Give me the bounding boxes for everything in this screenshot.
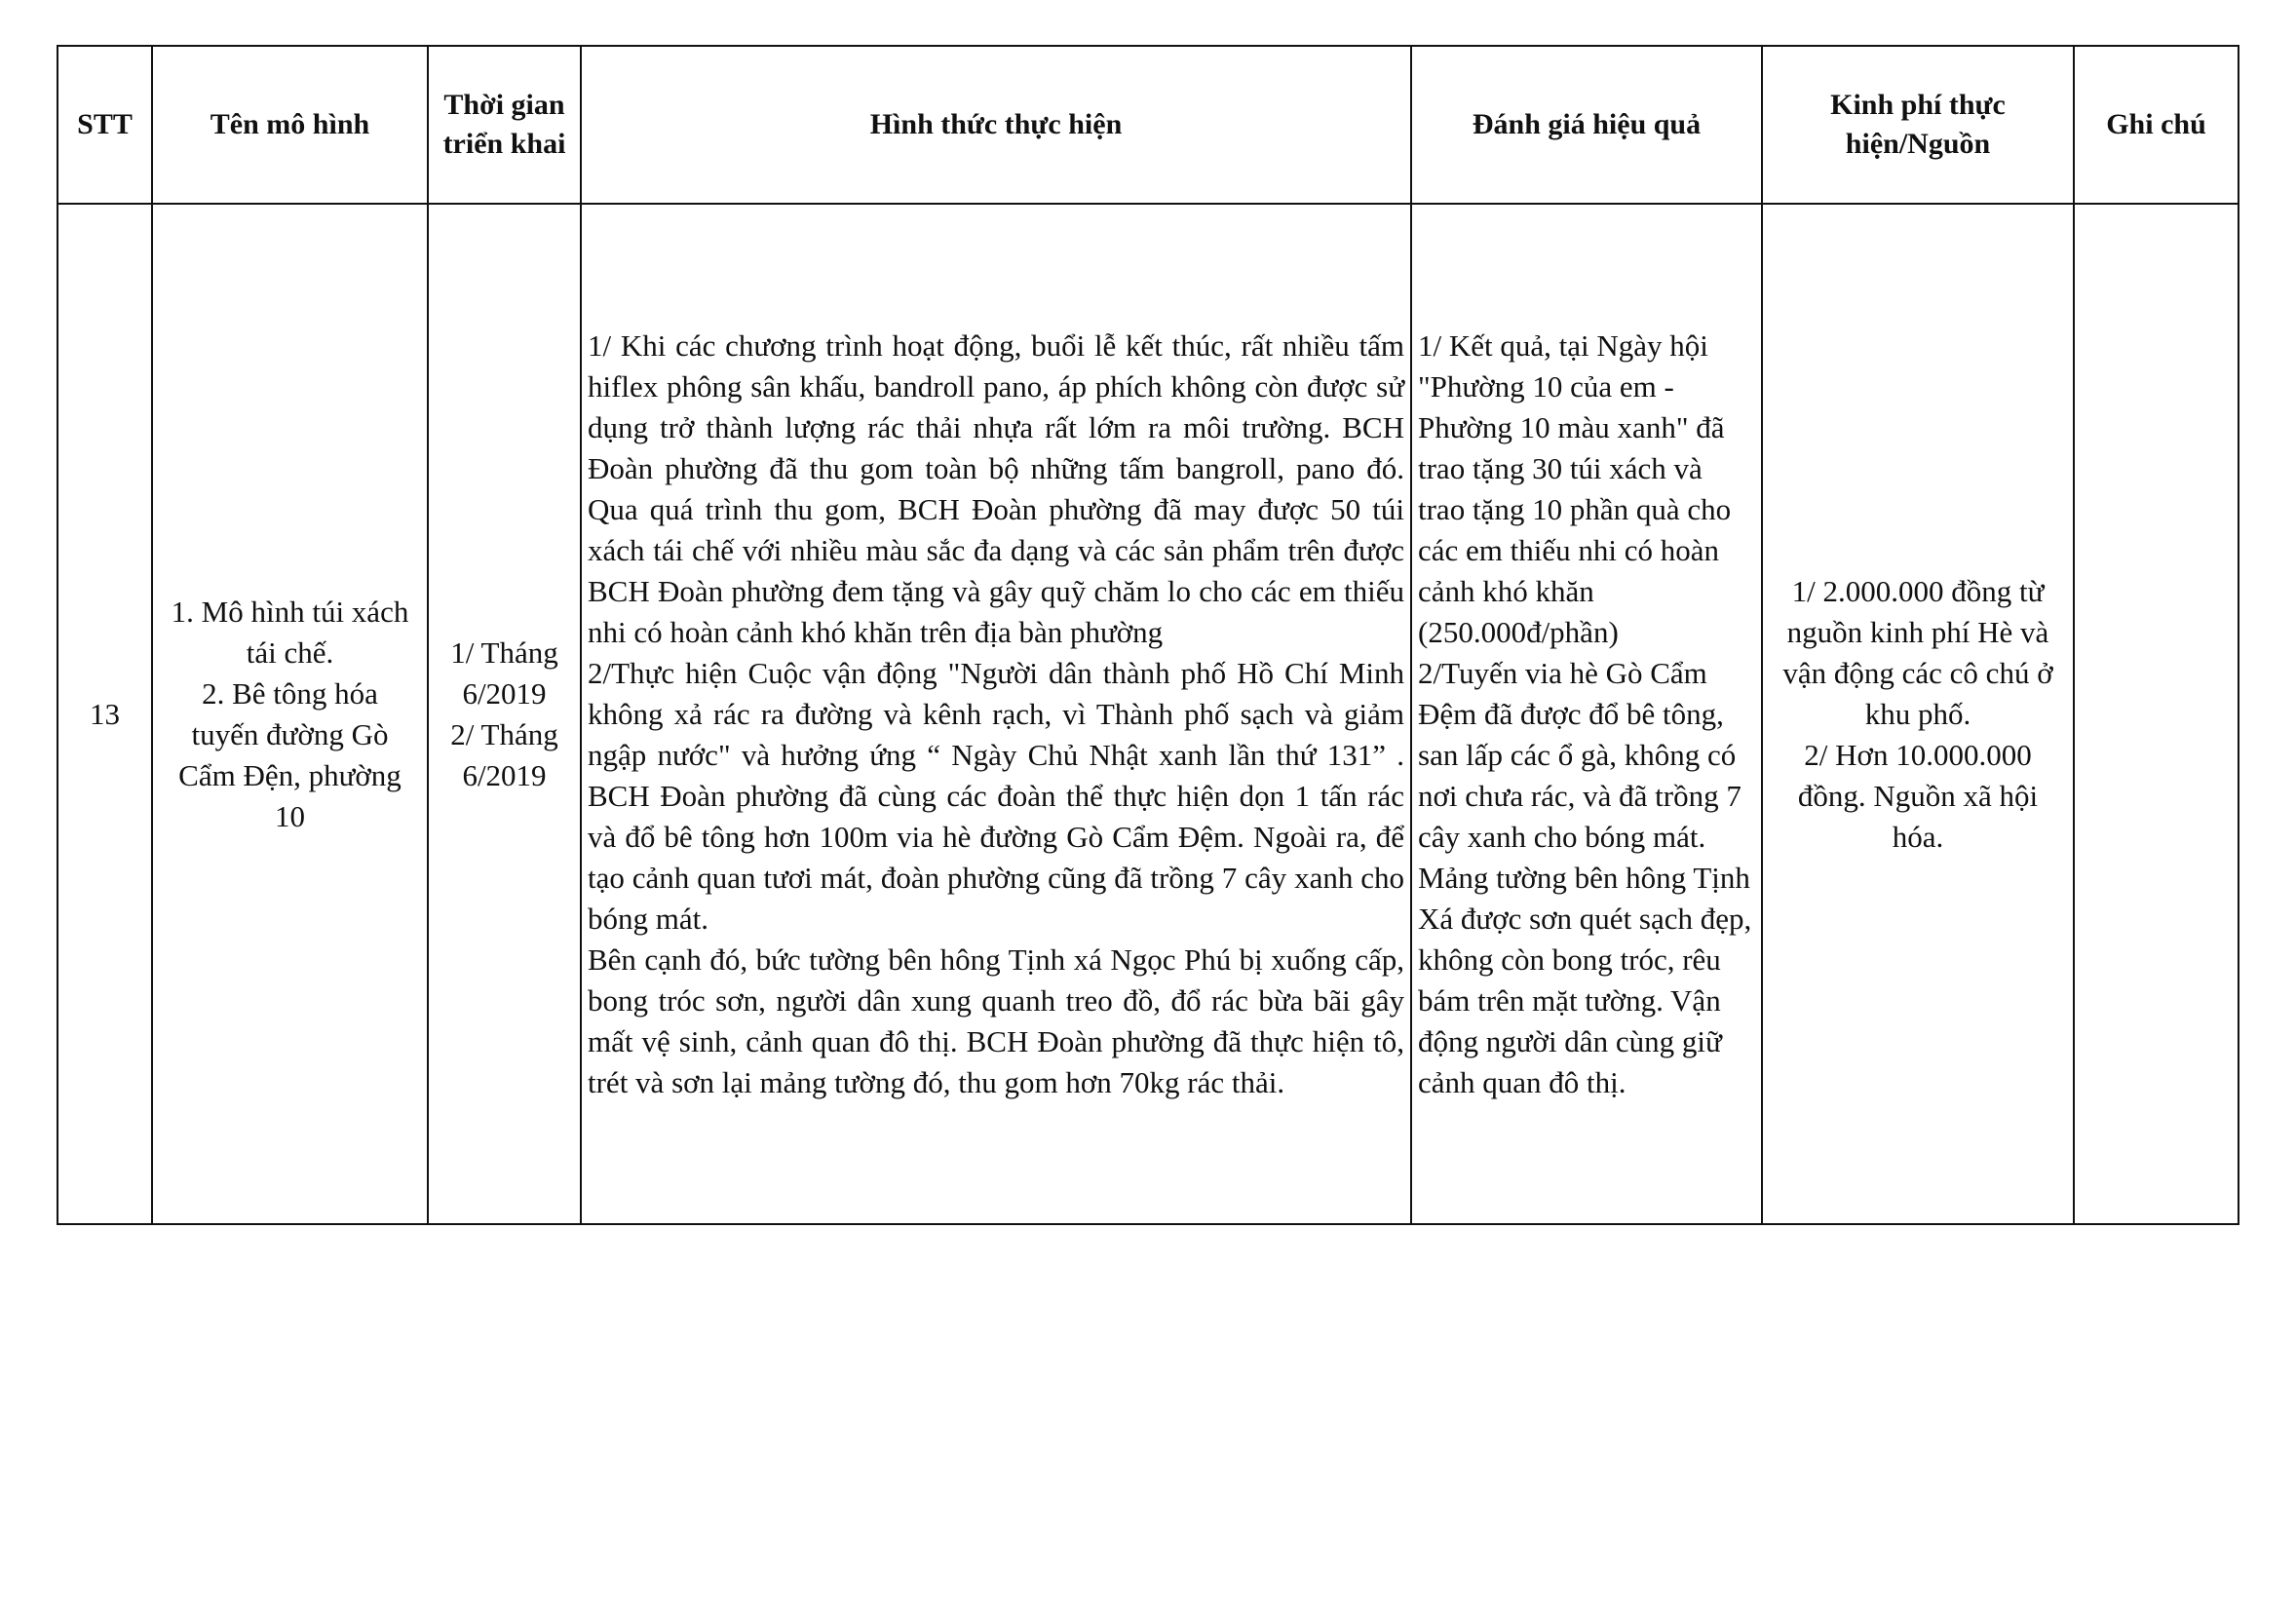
header-note: Ghi chú [2074,46,2239,204]
cell-method: 1/ Khi các chương trình hoạt động, buổi lễ kết thúc, rất nhiều tấm hiflex phông sân khấu, bandroll pano, áp phích không còn được sử dụng trở thành lượng rác thải nhựa rất lớm ra môi trường. BCH Đoàn phường đã thu gom toàn bộ những tấm bangroll, pano đó. Qua quá trình thu gom, BCH Đoàn phường đã may được 50 túi xách tái chế với nhiều màu sắc đa dạng và các sản phẩm trên được BCH Đoàn phường đem tặng và gây quỹ chăm lo cho các em thiếu nhi có hoàn cảnh khó khăn trên địa bàn phường 2/Thực hiện Cuộc vận động "Người dân thành phố Hồ Chí Minh không xả rác ra đường và kênh rạch, vì Thành phố sạch và giảm ngập nước" và hưởng ứng “ Ngày Chủ Nhật xanh lần thứ 131” . BCH Đoàn phường đã cùng các đoàn thể thực hiện dọn 1 tấn rác và đổ bê tông hơn 100m via hè đường Gò Cẩm Đệm. Ngoài ra, để tạo cảnh quan tươi mát, đoàn phường cũng đã trồng 7 cây xanh cho bóng mát. Bên cạnh đó, bức tường bên hông Tịnh xá Ngọc Phú bị xuống cấp, bong tróc sơn, người dân xung quanh treo đồ, đổ rác bừa bãi gây mất vệ sinh, cảnh quan đô thị. BCH Đoàn phường đã thực hiện tô, trét và sơn lại mảng tường đó, thu gom hơn 70kg rác thải. [581,204,1411,1224]
cell-stt: 13 [57,204,152,1224]
header-funding: Kinh phí thực hiện/Nguồn [1762,46,2074,204]
cell-model-name: 1. Mô hình túi xách tái chế. 2. Bê tông hóa tuyến đường Gò Cẩm Đện, phường 10 [152,204,428,1224]
activity-table [57,45,2239,1225]
header-time: Thời gian triển khai [428,46,581,204]
header-method: Hình thức thực hiện [581,46,1411,204]
cell-note [2074,204,2239,1224]
table-row [57,204,2239,1224]
header-stt: STT [57,46,152,204]
header-model-name: Tên mô hình [152,46,428,204]
cell-funding: 1/ 2.000.000 đồng từ nguồn kinh phí Hè và vận động các cô chú ở khu phố. 2/ Hơn 10.000.000 đồng. Nguồn xã hội hóa. [1762,204,2074,1224]
cell-time: 1/ Tháng 6/2019 2/ Tháng 6/2019 [428,204,581,1224]
header-evaluation: Đánh giá hiệu quả [1411,46,1762,204]
table-header-row [57,46,2239,204]
cell-evaluation: 1/ Kết quả, tại Ngày hội "Phường 10 của em - Phường 10 màu xanh" đã trao tặng 30 túi xách và trao tặng 10 phần quà cho các em thiếu nhi có hoàn cảnh khó khăn (250.000đ/phần) 2/Tuyến via hè Gò Cẩm Đệm đã được đổ bê tông, san lấp các ổ gà, không có nơi chưa rác, và đã trồng 7 cây xanh cho bóng mát. Mảng tường bên hông Tịnh Xá được sơn quét sạch đẹp, không còn bong tróc, rêu bám trên mặt tường. Vận động người dân cùng giữ cảnh quan đô thị. [1411,204,1762,1224]
